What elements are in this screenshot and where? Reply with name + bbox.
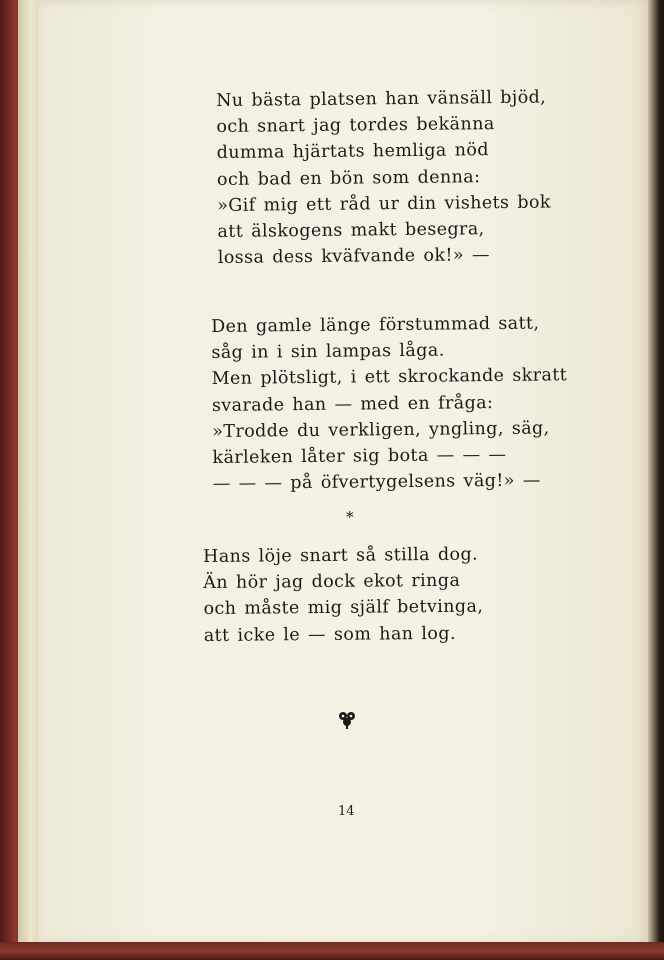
right-page-edge	[648, 0, 664, 960]
verse-line: Nu bästa platsen han vänsäll bjöd,	[216, 87, 547, 111]
stanza-2	[211, 310, 568, 497]
verse-line: »Gif mig ett råd ur din vishets bok	[217, 192, 551, 216]
stanza-1	[216, 85, 552, 272]
verse-line: och bad en bön som denna:	[216, 166, 481, 190]
verse-line: Men plötsligt, i ett skrockande skratt	[211, 365, 568, 390]
page-number: 14	[338, 804, 355, 819]
section-separator: *	[346, 508, 354, 526]
verse-line: att älskogens makt besegra,	[217, 219, 485, 242]
verse-line: svarade han — med en fråga:	[211, 392, 494, 416]
verse-line: såg in i sin lampas låga.	[211, 340, 445, 364]
verse-line: lossa dess kväfvande ok!» —	[217, 245, 490, 269]
verse-line: — — — på öfvertygelsens väg!» —	[212, 470, 541, 495]
fleuron-icon	[338, 710, 356, 730]
verse-line: att icke le — som han log.	[203, 623, 456, 646]
stanza-3	[203, 542, 484, 649]
verse-line: dumma hjärtats hemliga nöd	[216, 140, 489, 164]
verse-line: och snart jag tordes bekänna	[216, 114, 495, 138]
binding-bottom-edge	[0, 942, 664, 960]
verse-line: Än hör jag dock ekot ringa	[203, 570, 461, 594]
verse-line: »Trodde du verkligen, yngling, säg,	[212, 418, 550, 442]
book-page	[38, 0, 650, 944]
verse-line: kärleken låter sig bota — — —	[212, 444, 507, 468]
verse-line: och måste mig själf betvinga,	[203, 596, 484, 620]
verse-line: Den gamle länge förstummad satt,	[211, 313, 540, 337]
verse-line: Hans löje snart så stilla dog.	[203, 544, 479, 567]
